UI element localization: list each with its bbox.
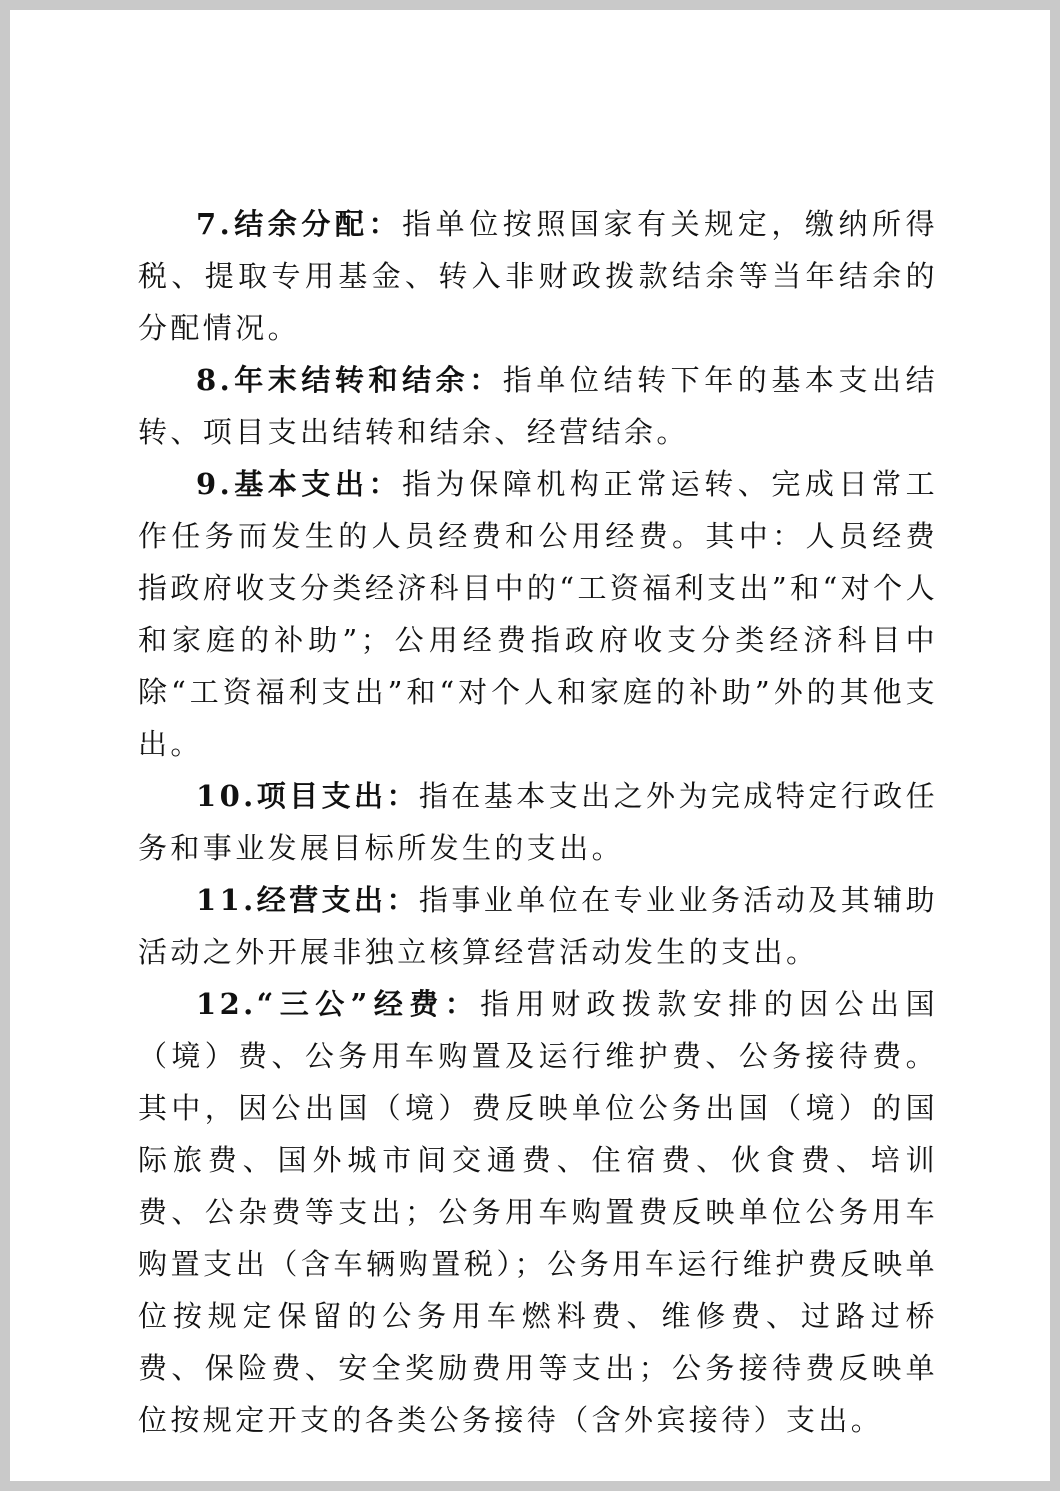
definition-basic-expenditure: 指为保障机构正常运转、完成日常工作任务而发生的人员经费和公用经费。其中：人员经费指政府收支分类经济科目中的“工资福利支出”和“对个人和家庭的补助”；公用经费指政府收支分类经济科目中除“工资福利支出”和“对个人和家庭的补助”外的其他支出。: [138, 467, 939, 761]
document-page: [10, 10, 1050, 1481]
document-body: [138, 198, 938, 1446]
definition-surplus-distribution: 指单位按照国家有关规定，缴纳所得税、提取专用基金、转入非财政拨款结余等当年结余的分配情况。: [138, 207, 939, 345]
term-three-public-expenses: 12.“三公”经费：: [196, 987, 481, 1021]
definition-year-end-carryover: 指单位结转下年的基本支出结转、项目支出结转和结余、经营结余。: [138, 363, 939, 449]
definition-three-public-expenses: 指用财政拨款安排的因公出国（境）费、公务用车购置及运行维护费、公务接待费。其中，因公出国（境）费反映单位公务出国（境）的国际旅费、国外城市间交通费、住宿费、伙食费、培训费、公杂费等支出；公务用车购置费反映单位公务用车购置支出（含车辆购置税）；公务用车运行维护费反映单位按规定保留的公务用车燃料费、维修费、过路过桥费、保险费、安全奖励费用等支出；公务接待费反映单位按规定开支的各类公务接待（含外宾接待）支出。: [138, 987, 938, 1437]
term-surplus-distribution: 7.结余分配：: [196, 207, 403, 241]
term-basic-expenditure: 9.基本支出：: [196, 467, 403, 501]
paragraph-project-expenditure: [138, 770, 938, 874]
definition-operating-expenditure: 指事业单位在专业业务活动及其辅助活动之外开展非独立核算经营活动发生的支出。: [138, 883, 938, 969]
paragraph-year-end-carryover: [138, 354, 938, 458]
definition-project-expenditure: 指在基本支出之外为完成特定行政任务和事业发展目标所发生的支出。: [138, 779, 938, 865]
paragraph-surplus-distribution: [138, 198, 938, 354]
paragraph-operating-expenditure: [138, 874, 938, 978]
paragraph-basic-expenditure: [138, 458, 938, 770]
paragraph-three-public-expenses: [138, 978, 938, 1446]
term-operating-expenditure: 11.经营支出：: [196, 883, 419, 917]
term-project-expenditure: 10.项目支出：: [196, 779, 419, 813]
term-year-end-carryover: 8.年末结转和结余：: [196, 363, 503, 397]
